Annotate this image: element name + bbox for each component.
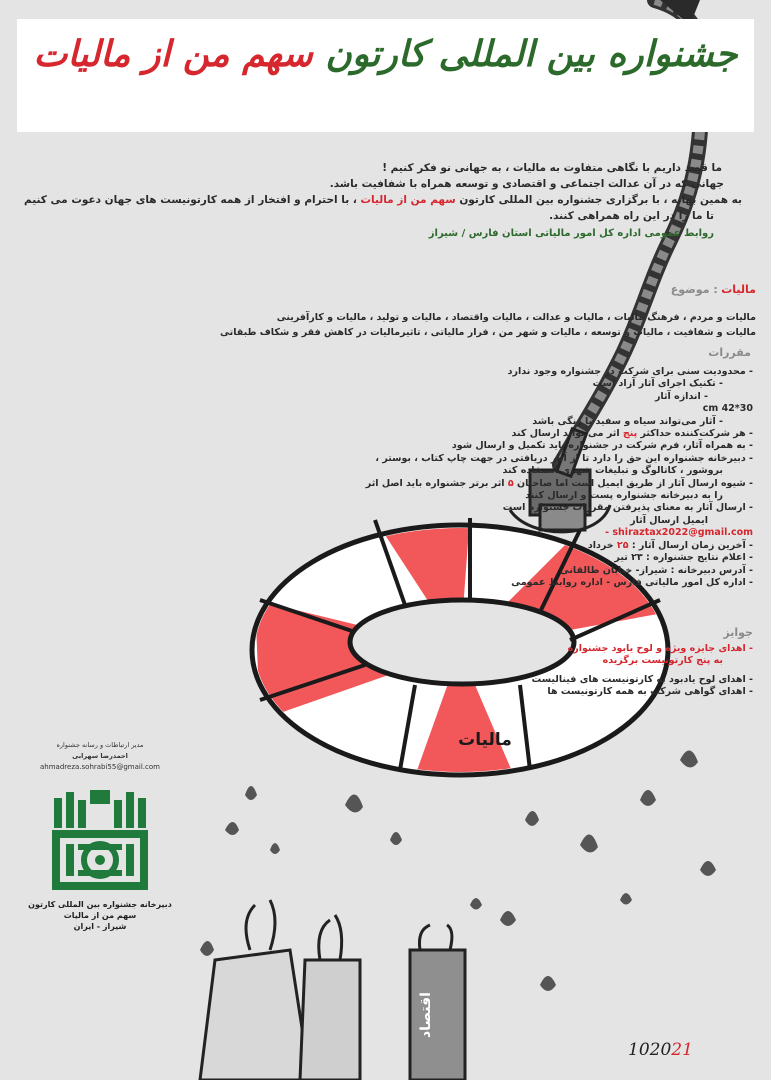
submission-email-link[interactable]: - shiraztax2022@gmail.com	[605, 527, 753, 539]
rule-item	[253, 540, 753, 552]
topic-label: : موضوع	[670, 283, 718, 296]
title-banner	[17, 19, 754, 132]
rule-item	[253, 478, 753, 490]
prizes-heading: جوایز	[723, 626, 753, 639]
topic-heading	[456, 283, 756, 296]
title-green: جشنواره بین المللی کارتون	[325, 33, 738, 75]
prize-item: به پنج کارتونیست برگزیده	[602, 655, 723, 667]
signature-dark: 1020	[628, 1040, 672, 1060]
rule-text: خرداد	[587, 539, 614, 551]
rule-item: - ارسال آثار به معنای پذیرفتن مقررات جشنواره است	[502, 502, 753, 514]
rule-item: - به همراه آثار، فرم شرکت در جشنواره باید تکمیل و ارسال شود	[451, 440, 753, 452]
secretariat-line: دبیرخانه جشنواره بین المللی کارتون	[28, 900, 172, 909]
rule-item: 30*42 cm	[702, 403, 753, 415]
signature-red: 21	[671, 1040, 693, 1060]
rule-item: را به دبیرخانه جشنواره پست و ارسال کنند	[525, 490, 723, 502]
manager-email[interactable]: ahmadreza.sohrabi55@gmail.com	[40, 763, 160, 771]
intro-line: ما قصد داریم با نگاهی متفاوت به مالیات ، به جهانی نو فکر کنیم !	[382, 162, 722, 174]
rules-list	[253, 366, 753, 589]
rule-text: اثر می تواند ارسال کند	[511, 428, 620, 440]
festival-logo-icon	[48, 790, 152, 894]
topic-name: مالیات	[721, 283, 756, 296]
rule-text: - شیوه ارسال آثار از طریق ایمیل است اما صاحبان	[516, 477, 753, 489]
rule-highlight: ۲۵	[616, 539, 629, 551]
economy-box-label: اقتصاد	[418, 992, 434, 1038]
intro-highlight: سهم من از مالیات	[360, 194, 456, 206]
prizes-list	[253, 643, 753, 699]
secretariat-line: شیراز - ایران	[73, 922, 127, 931]
rule-item: - دبیرخانه جشنواره این حق را دارد تا از آثار دریافتی در جهت چاپ کتاب ، بوستر ،	[375, 452, 753, 464]
media-manager	[20, 740, 180, 773]
rule-item: - آدرس دبیرخانه : شیراز- خیابان طالقانی	[559, 564, 753, 576]
rule-highlight: ۵	[507, 477, 514, 489]
rule-text: اثر برتر جشنواره باید اصل اثر	[365, 477, 505, 489]
intro-paragraph	[23, 160, 742, 242]
manager-name: احمدرضا سهرابی	[72, 752, 128, 760]
public-relations-signature: روابط عمومی اداره کل امور مالیاتی استان فارس / شیراز	[428, 228, 714, 239]
rule-highlight: پنج	[622, 428, 638, 440]
intro-line	[23, 192, 742, 208]
prize-item: - اهدای لوح یادبود به کارتونیست های فینالیست	[531, 673, 753, 685]
intro-text: به همین بهانه ، با برگزاری جشنواره بین المللی کارتون	[459, 194, 742, 206]
prize-item: - اهدای جایزه ویژه و لوح یابود جشنواره	[567, 643, 753, 654]
secretariat-line: سهم من از مالیات	[63, 911, 137, 920]
secretariat-info	[20, 899, 180, 932]
topic-line: مالیات و مردم ، فرهنگ مالیات ، مالیات و عدالت ، مالیات واقتصاد ، مالیات و تولید ، مالیات و کارآفرینی	[276, 312, 756, 323]
intro-line: تا ما را در این راه همراهی کنند.	[549, 210, 714, 222]
prize-item: - اهدای گواهی شرکت به همه کارتونیست ها	[547, 686, 753, 698]
rule-text: - آخرین زمان ارسال آثار :	[631, 539, 753, 551]
topic-list	[11, 310, 756, 340]
lifebuoy-label: مالیات	[458, 730, 512, 750]
intro-text: ، با احترام و افتخار از همه کارتونیست های جهان دعوت می کنیم	[23, 194, 357, 206]
rule-item: - اداره کل امور مالیاتی فارس - اداره روابط عمومی	[511, 576, 753, 588]
topic-line: مالیات و شفافیت ، مالیات و توسعه ، مالیات و شهر من ، فرار مالیاتی ، تاثیرمالیات در کاهش فقر و شکاف طبقاتی	[220, 327, 756, 338]
intro-line: جهانی که در آن عدالت اجتماعی و اقتصادی و توسعه همراه با شفافیت باشد.	[329, 178, 724, 190]
rule-text: - هر شرکت‌کننده حداکثر	[640, 428, 753, 440]
rule-item: - محدودیت سنی برای شرکت در جشنواره وجود ندارد	[507, 366, 753, 377]
rule-item: - تکنیک اجرای آثار آزاد است	[592, 378, 723, 390]
rule-item: - آثار می‌تواند سیاه و سفید یا رنگی باشد	[532, 415, 723, 427]
rule-item: بروشور ، کاتالوگ و تبلیغات شهری استفاده کند	[502, 465, 723, 477]
rule-item	[253, 428, 753, 440]
title-red: سهم من از مالیات	[33, 33, 313, 75]
artist-signature	[628, 1040, 693, 1060]
rule-item: - اندازه آثار	[654, 390, 708, 402]
rule-item: - اعلام نتایج جشنواره : ۲۳ تیر	[614, 552, 753, 564]
festival-title	[17, 33, 754, 75]
email-label: ایمیل ارسال آثار	[630, 514, 708, 526]
manager-role: مدیر ارتباطات و رسانه جشنواره	[56, 741, 144, 749]
rules-heading: مقررات	[708, 346, 751, 359]
